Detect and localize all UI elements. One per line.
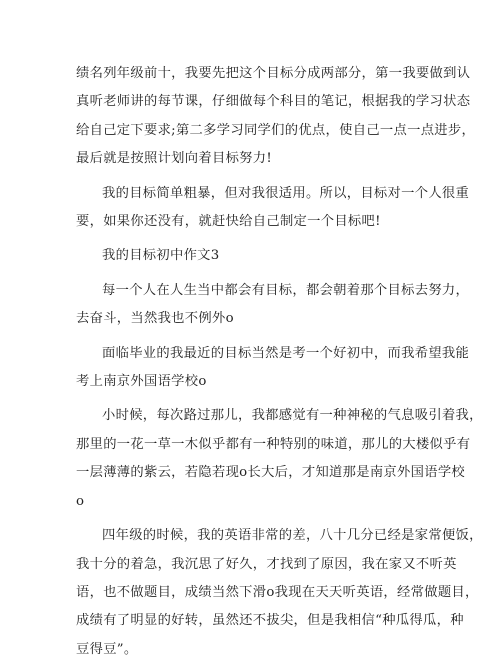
paragraph-everyone-has-goal (76, 277, 470, 334)
text-line: 给自己定下要求;第二多学习同学们的优点，使自己一点一点进步， (76, 122, 476, 138)
paragraph-study-plan (76, 60, 476, 174)
text-line: 豆得豆”。 (76, 641, 138, 657)
text-line-wrap (76, 277, 470, 305)
text-line: 最后就是按照计划向着目标努力! (76, 151, 272, 167)
text-line-wrap (76, 402, 483, 430)
text-line-wrap (76, 340, 470, 368)
text-line: 成绩有了明显的好转，虽然还不拔尖，但是我相信“种瓜得瓜，种 (76, 613, 464, 629)
text-line: o (76, 493, 85, 509)
heading-line-wrap (76, 242, 422, 270)
text-line: 绩名列年级前十，我要先把这个目标分成两部分，第一我要做到认 (76, 66, 471, 81)
text-line: 每一个人在人生当中都会有目标，都会朝着那个目标去努力， (102, 282, 470, 298)
text-line: 面临毕业的我最近的目标当然是考一个好初中，而我希望我能 (102, 345, 470, 361)
text-line: 考上南京外国语学校o (76, 374, 207, 390)
paragraph-goal-importance (76, 180, 470, 237)
document-body (76, 60, 483, 670)
text-line-wrap (76, 522, 483, 550)
text-line-wrap (76, 180, 470, 208)
text-line: 要，如果你还没有，就赶快给自己制定一个目标吧! (76, 214, 381, 230)
text-line: 那里的一花一草一木似乎都有一种特别的味道，那儿的大楼似乎有 (76, 436, 471, 452)
paragraph-english-progress (76, 522, 483, 664)
text-line: 我的目标简单粗暴，但对我很适用。所以，目标对一个人很重 (102, 185, 470, 201)
essay-heading (76, 242, 422, 270)
paragraph-graduation-goal (76, 340, 470, 397)
text-line: 一层薄薄的紫云，若隐若现o长大后，才知道那是南京外国语学校 (76, 465, 466, 481)
essay-title: 我的目标初中作文3 (102, 248, 220, 264)
text-line: 去奋斗，当然我也不例外o (76, 311, 234, 327)
text-line: 真听老师讲的每节课，仔细做每个科目的笔记，根据我的学习状态 (76, 94, 471, 110)
text-line: 小时候，每次路过那儿，我都感觉有一种神秘的气息吸引着我， (102, 408, 483, 424)
text-line: 我十分的着急，我沉思了好久，才找到了原因，我在家又不听英 (76, 556, 457, 572)
text-line: 语，也不做题目，成绩当然下滑o我现在天天听英语，经常做题目， (76, 584, 479, 600)
paragraph-childhood-memory (76, 402, 483, 516)
text-line: 四年级的时候，我的英语非常的差，八十几分已经是家常便饭， (102, 528, 483, 544)
